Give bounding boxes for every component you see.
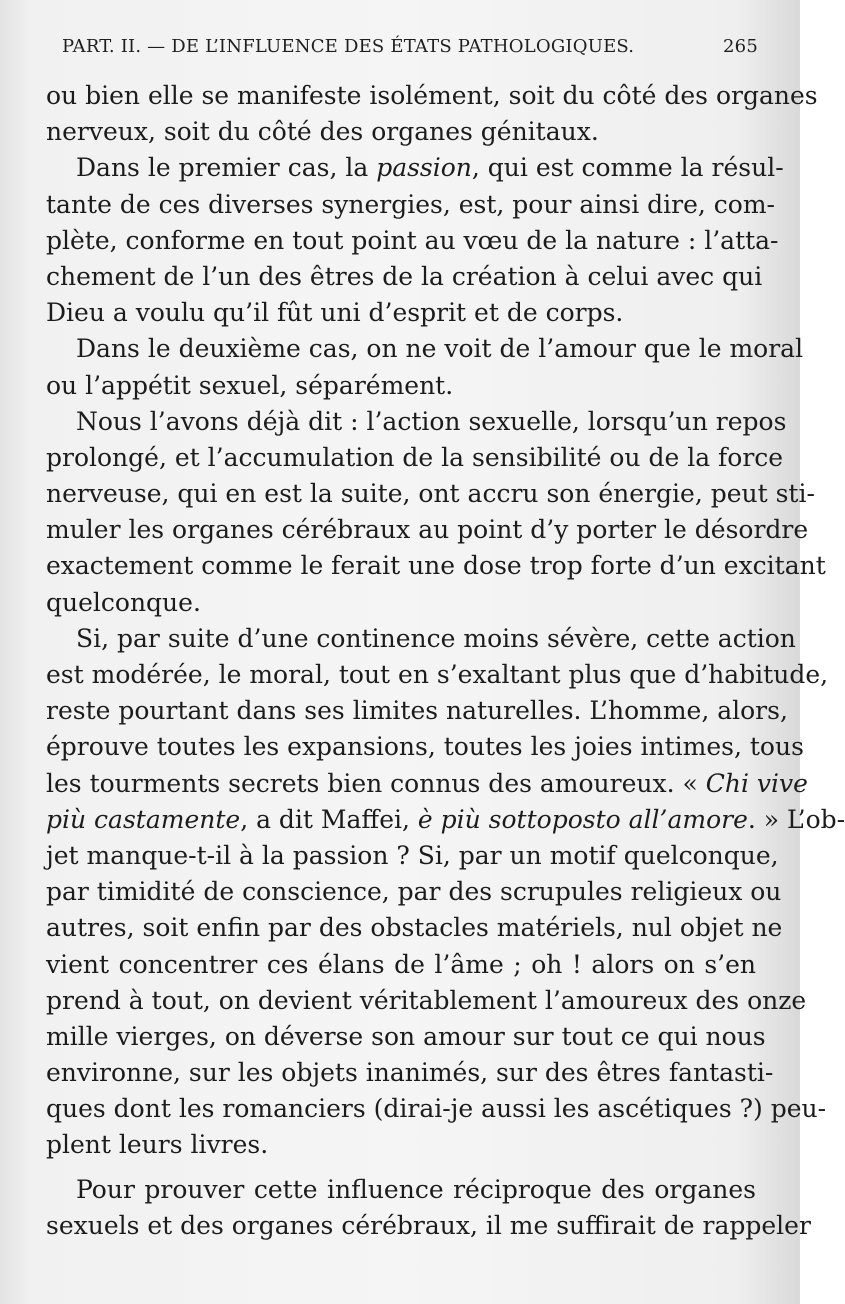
text-fragment: les tourments secrets bien connus des amoureux. « [46, 768, 706, 798]
text-line: ques dont les romanciers (dirai-je aussi les ascétiques ?) peu- [46, 1094, 827, 1124]
text-line: prend à tout, on devient véritablement l’amoureux des onze [46, 985, 807, 1015]
italic-quote: Chi vive [705, 768, 808, 798]
text-line: muler les organes cérébraux au point d’y porter le désordre [46, 515, 809, 545]
italic-quote: più castamente [46, 804, 241, 834]
text-line: par timidité de conscience, par des scrupules religieux ou [46, 877, 782, 907]
text-line: quelconque. [46, 587, 201, 617]
text-line: nerveuse, qui en est la suite, ont accru son énergie, peut sti- [46, 479, 815, 509]
italic-term: passion [376, 153, 472, 183]
text-line: environne, sur les objets inanimés, sur des êtres fantasti- [46, 1058, 774, 1088]
text-line: autres, soit enfin par des obstacles matériels, nul objet ne [46, 913, 783, 943]
text-line: mille vierges, on déverse son amour sur tout ce qui nous [46, 1021, 766, 1051]
text-line: vient concentrer ces élans de l’âme ; oh ! alors on s’en [46, 949, 756, 979]
text-line: plent leurs livres. [46, 1130, 269, 1160]
text-line [46, 766, 808, 802]
running-title: PART. II. — DE L’INFLUENCE DES ÉTATS PATHOLOGIQUES. [62, 36, 635, 57]
text-line: nerveux, soit du côté des organes génitaux. [46, 117, 599, 147]
text-fragment: . » L’ob- [747, 804, 845, 834]
text-line: est modérée, le moral, tout en s’exaltant plus que d’habitude, [46, 660, 829, 689]
body-text [46, 78, 845, 1244]
text-line: sexuels et des organes cérébraux, il me suffirait de rappeler [46, 1210, 811, 1240]
text-line: prolongé, et l’accumulation de la sensibilité ou de la force [46, 442, 784, 472]
page-number: 265 [723, 36, 758, 57]
text-line: éprouve toutes les expansions, toutes les joies intimes, tous [46, 732, 804, 762]
text-line: Nous l’avons déjà dit : l’action sexuelle, lorsqu’un repos [76, 406, 787, 436]
text-line: reste pourtant dans ses limites naturelles. L’homme, alors, [46, 696, 788, 726]
italic-quote: è più sottoposto all’amore [417, 804, 748, 834]
text-fragment: Dans le premier cas, la [76, 153, 377, 183]
text-line [46, 802, 845, 838]
text-line: Pour prouver cette influence réciproque des organes [76, 1174, 756, 1204]
text-line: exactement comme le ferait une dose trop forte d’un excitant [46, 551, 826, 581]
text-line: plète, conforme en tout point au vœu de la nature : l’atta- [46, 225, 779, 255]
text-line [46, 150, 784, 186]
text-line: jet manque-t-il à la passion ? Si, par un motif quelconque, [46, 840, 779, 870]
text-fragment: , qui est comme la résul- [471, 153, 784, 183]
text-line: ou bien elle se manifeste isolément, soit du côté des organes [46, 81, 818, 110]
text-line: Si, par suite d’une continence moins sévère, cette action [76, 623, 796, 653]
text-line: Dieu a voulu qu’il fût uni d’esprit et de corps. [46, 298, 624, 328]
text-line: ou l’appétit sexuel, séparément. [46, 370, 454, 400]
running-header [62, 36, 758, 57]
text-fragment: , a dit Maffei, [240, 804, 418, 834]
text-line: Dans le deuxième cas, on ne voit de l’amour que le moral [76, 334, 804, 364]
text-line: chement de l’un des êtres de la création à celui avec qui [46, 261, 763, 291]
text-line: tante de ces diverses synergies, est, pour ainsi dire, com- [46, 189, 775, 219]
